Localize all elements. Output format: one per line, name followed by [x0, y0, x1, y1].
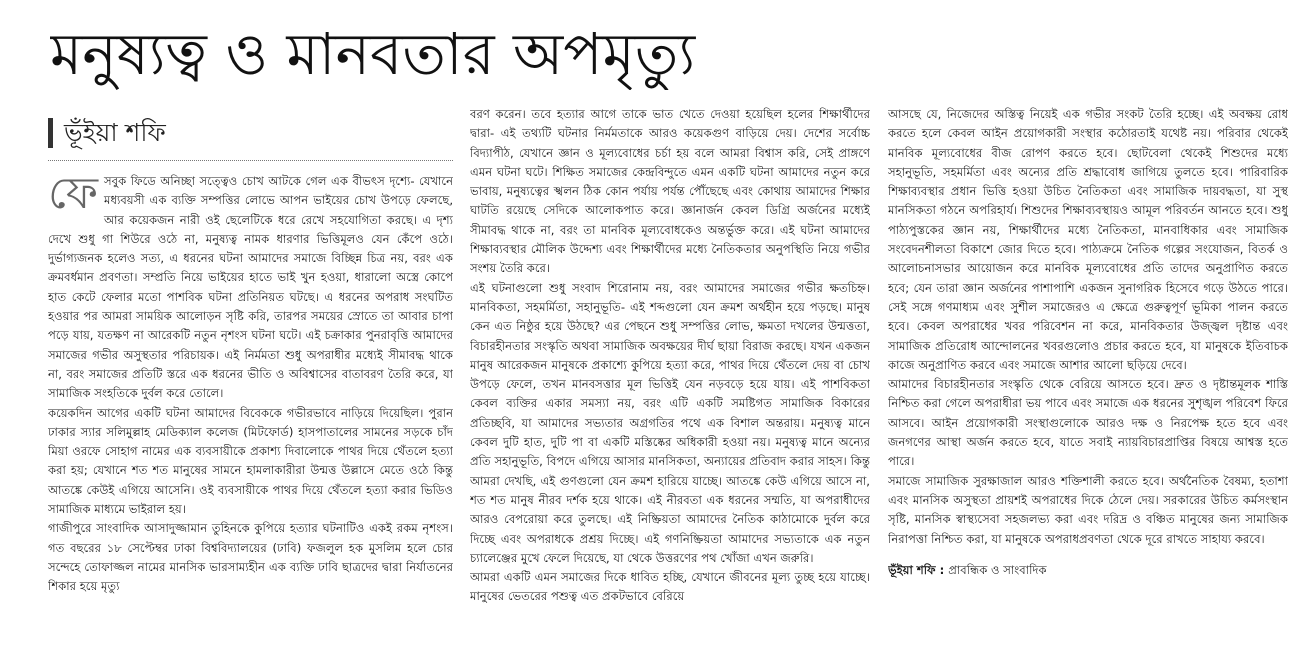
- paragraph: আমাদের বিচারহীনতার সংস্কৃতি থেকে বেরিয়ে আসতে হবে। দ্রুত ও দৃষ্টান্তমূলক শাস্তি নিশ্চিত করা গেলে অপরাধীরা ভয় পাবে এবং সমাজে এক ধরনের সুশৃঙ্খল পরিবেশ ফিরে আসবে। আইন প্রয়োগকারী সংস্থাগুলোকে আরও দক্ষ ও নিরপেক্ষ হতে হবে এবং জনগণের আস্থা অর্জন করতে হবে, যাতে সবাই ন্যায়বিচারপ্রাপ্তির বিষয়ে আশ্বস্ত হতে পারে।: [888, 377, 1288, 469]
- byline-bar: [48, 118, 53, 148]
- column-1: [48, 172, 453, 648]
- paragraph: কয়েকদিন আগের একটি ঘটনা আমাদের বিবেককে গভীরভাবে নাড়িয়ে দিয়েছিল। পুরান ঢাকার স্যার সলিমুল্লাহ মেডিক্যাল কলেজ (মিটফোর্ড) হাসপাতালের সামনের সড়কে চাঁদ মিয়া ওরফে সোহাগ নামের এক ব্যবসায়ীকে প্রকাশ্য দিবালোকে পাথর দিয়ে থেঁতলে হত্যা করা হয়; যেখানে শত শত মানুষের সামনে হামলাকারীরা উন্মত্ত উল্লাসে মেতে ওঠে কিন্তু আতঙ্কে কেউই এগিয়ে আসেনি। ওই ব্যবসায়ীকে পাথর দিয়ে থেঁতলে হত্যা করার ভিডিও সামাজিক মাধ্যমে ভাইরাল হয়।: [48, 405, 453, 517]
- paragraph-text: সবুক ফিডে অনিচ্ছা সত্ত্বেও চোখ আটকে গেল এক বীভৎস দৃশ্যে- যেখানে মধ্যবয়সী এক ব্যক্তি সম্পত্তির লোভে আপন ভাইয়ের চোখ উপড়ে ফেলছে, আর কয়েকজন নারী ওই ছেলেটিকে ধরে রেখে সহযোগিতা করছে। এ দৃশ্য দেখে শুধু গা শিউরে ওঠে না, মনুষ্যত্ব নামক ধারণার ভিত্তিমূলও যেন কেঁপে ওঠে। দুর্ভাগ্যজনক হলেও সত্য, এ ধরনের ঘটনা আমাদের সমাজে বিচ্ছিন্ন চিত্র নয়, বরং এক ক্রমবর্ধমান প্রবণতা। সম্প্রতি নিয়ে ভাইয়ের হাতে ভাই খুন হওয়া, ধারালো অস্ত্রে কোপে হাত কেটে ফেলার মতো পাশবিক ঘটনা প্রতিনিয়ত ঘটছে। এ ধরনের অপরাধ সংঘটিত হওয়ার পর আমরা সাময়িক আলোড়ন সৃষ্টি করি, তারপর সময়ের স্রোতে তা আবার চাপা পড়ে যায়, যতক্ষণ না আরেকটি নতুন নৃশংস ঘটনা ঘটে। এই চক্রাকার পুনরাবৃত্তি আমাদের সমাজের গভীর অসুস্থতার পরিচায়ক। এই নির্মমতা শুধু অপরাধীর মধ্যেই সীমাবদ্ধ থাকে না, বরং সমাজের প্রতিটি স্তরে এক ধরনের ভীতি ও অবিশ্বাসের বাতাবরণ তৈরি করে, যা সামাজিক সংহতিকে দুর্বল করে তোলে।: [48, 174, 453, 401]
- paragraph: বরণ করেন। তবে হত্যার আগে তাকে ভাত খেতে দেওয়া হয়েছিল হলের শিক্ষার্থীদের দ্বারা- এই তথ্যটি ঘটনার নির্মমতাকে আরও কয়েকগুণ বাড়িয়ে দেয়। দেশের সর্বোচ্চ বিদ্যাপীঠ, যেখানে জ্ঞান ও মূল্যবোধের চর্চা হয় বলে আমরা বিশ্বাস করি, সেই প্রাঙ্গণে এমন ঘটনা ঘটে। শিক্ষিত সমাজের কেন্দ্রবিন্দুতে এমন একটি ঘটনা আমাদের নতুন করে ভাবায়, মনুষ্যত্বের স্খলন ঠিক কোন পর্যায় পর্যন্ত পৌঁছেছে এবং কোথায় আমাদের শিক্ষার ঘাটতি রয়েছে সেদিকে আলোকপাত করে। জ্ঞানার্জন কেবল ডিগ্রি অর্জনের মধ্যেই সীমাবদ্ধ থাকে না, বরং তা মানবিক মূল্যবোধকেও অন্তর্ভুক্ত করে। এই ঘটনা আমাদের শিক্ষাব্যবস্থার মৌলিক উদ্দেশ্য এবং শিক্ষার্থীদের মধ্যে নৈতিকতার অনুপস্থিতি নিয়ে গভীর সংশয় তৈরি করে।: [470, 107, 870, 276]
- paragraph: সমাজে সামাজিক সুরক্ষাজাল আরও শক্তিশালী করতে হবে। অর্থনৈতিক বৈষম্য, হতাশা এবং মানসিক অসুস্থতা প্রায়শই অপরাধের দিকে ঠেলে দেয়। সরকারের উচিত কর্মসংস্থান সৃষ্টি, মানসিক স্বাস্থ্যসেবা সহজলভ্য করা এবং দরিদ্র ও বঞ্চিত মানুষের জন্য সামাজিক নিরাপত্তা নিশ্চিত করা, যা মানুষকে অপরাধপ্রবণতা থেকে দূরে রাখতে সাহায্য করবে।: [888, 473, 1288, 546]
- paragraph: আসছে যে, নিজেদের অস্তিত্ব নিয়েই এক গভীর সংকট তৈরি হচ্ছে। এই অবক্ষয় রোধ করতে হলে কেবল আইন প্রয়োগকারী সংস্থার কঠোরতাই যথেষ্ট নয়। পরিবার থেকেই মানবিক মূল্যবোধের বীজ রোপণ করতে হবে। ছোটবেলা থেকেই শিশুদের মধ্যে সহানুভূতি, সহমর্মিতা এবং অন্যের প্রতি শ্রদ্ধাবোধ জাগিয়ে তুলতে হবে। পারিবারিক শিক্ষাব্যবস্থার প্রধান ভিত্তি হওয়া উচিত নৈতিকতা এবং সামাজিক দায়বদ্ধতা, যা সুস্থ মানসিকতা গঠনে অপরিহার্য। শিশুদের শিক্ষাব্যবস্থায়ও আমূল পরিবর্তন আনতে হবে। শুধু পাঠ্যপুস্তকের জ্ঞান নয়, শিক্ষার্থীদের মধ্যে নৈতিকতা, মানবাধিকার এবং সামাজিক সংবেদনশীলতা বিকাশে জোর দিতে হবে। পাঠ্যক্রমে নৈতিক গল্পের সংযোজন, বিতর্ক ও আলোচনাসভার আয়োজন করে মানবিক মূল্যবোধের প্রতি তাদের অনুপ্রাণিত করতে হবে; যেন তারা জ্ঞান অর্জনের পাশাপাশি একজন সুনাগরিক হিসেবে গড়ে উঠতে পারে। সেই সঙ্গে গণমাধ্যম এবং সুশীল সমাজেরও এ ক্ষেত্রে গুরুত্বপূর্ণ ভূমিকা পালন করতে হবে। কেবল অপরাধের খবর পরিবেশন না করে, মানবিকতার উজ্জ্বল দৃষ্টান্ত এবং সামাজিক প্রতিরোধ আন্দোলনের খবরগুলোও প্রচার করতে হবে, যা মানুষকে ইতিবাচক কাজে অনুপ্রাণিত করবে এবং সমাজে আশার আলো ছড়িয়ে দেবে।: [888, 107, 1288, 372]
- signature-role: প্রাবন্ধিক ও সাংবাদিক: [948, 562, 1047, 577]
- byline-divider: [48, 160, 453, 161]
- author-signature: [888, 561, 1288, 580]
- column-2: [470, 105, 870, 650]
- paragraph: গাজীপুরে সাংবাদিক আসাদুজ্জামান তুহিনকে কুপিয়ে হত্যার ঘটনাটিও একই রকম নৃশংস। গত বছরের ১৮ সেপ্টেম্বর ঢাকা বিশ্ববিদ্যালয়ের (ঢাবি) ফজলুল হক মুসলিম হলে চোর সন্দেহে তোফাজ্জল নামের মানসিক ভারসাম্যহীন এক ব্যক্তি ঢাবি ছাত্রদের দ্বারা নির্যাতনের শিকার হয়ে মৃত্যু: [48, 521, 453, 594]
- paragraph: আমরা একটি এমন সমাজের দিকে ধাবিত হচ্ছি, যেখানে জীবনের মূল্য তুচ্ছ হয়ে যাচ্ছে। মানুষের ভেতরের পশুত্ব এত প্রকটভাবে বেরিয়ে: [470, 570, 870, 604]
- paragraph: [48, 172, 453, 404]
- byline: [48, 114, 453, 152]
- signature-name: ভূঁইয়া শফি :: [888, 562, 945, 577]
- dropcap: ফে: [48, 172, 99, 219]
- author-name: ভূঁইয়া শফি: [64, 118, 166, 147]
- paragraph: এই ঘটনাগুলো শুধু সংবাদ শিরোনাম নয়, বরং আমাদের সমাজের গভীর ক্ষতচিহ্ন। মানবিকতা, সহমর্মিতা, সহানুভূতি- এই শব্দগুলো যেন ক্রমশ অর্থহীন হয়ে পড়ছে। মানুষ কেন এত নিষ্ঠুর হয়ে উঠছে? এর পেছনে শুধু সম্পত্তির লোভ, ক্ষমতা দখলের উন্মত্ততা, বিচারহীনতার সংস্কৃতি অথবা সামাজিক অবক্ষয়ের দীর্ঘ ছায়া বিরাজ করছে। যখন একজন মানুষ আরেকজন মানুষকে প্রকাশ্যে কুপিয়ে হত্যা করে, পাথর দিয়ে থেঁতলে দেয় বা চোখ উপড়ে ফেলে, তখন মানবসত্তার মূল ভিত্তিই যেন নড়বড়ে হয়ে যায়। এই পাশবিকতা কেবল ব্যক্তির একার সমস্যা নয়, বরং এটি একটি সমষ্টিগত সামাজিক বিকারের প্রতিচ্ছবি, যা আমাদের সভ্যতার অগ্রগতির পথে এক বিশাল অন্তরায়। মনুষ্যত্ব মানে কেবল দুটি হাত, দুটি পা বা একটি মস্তিষ্কের অধিকারী হওয়া নয়। মনুষ্যত্ব মানে অন্যের প্রতি সহানুভূতি, বিপদে এগিয়ে আসার মানসিকতা, অন্যায়ের প্রতিবাদ করার সাহস। কিন্তু আমরা দেখছি, এই গুণগুলো যেন ক্রমশ হারিয়ে যাচ্ছে। আতঙ্কে কেউ এগিয়ে আসে না, শত শত মানুষ নীরব দর্শক হয়ে থাকে। এই নীরবতা এক ধরনের সম্মতি, যা অপরাধীদের আরও বেপরোয়া করে তুলছে। এই নিষ্ক্রিয়তা আমাদের নৈতিক কাঠামোকে দুর্বল করে দিচ্ছে এবং অপরাধকে প্রশ্রয় দিচ্ছে। এই গণনিষ্ক্রিয়তা আমাদের সভ্যতাকে এক নতুন চ্যালেঞ্জের মুখে ফেলে দিয়েছে, যা থেকে উত্তরণের পথ খোঁজা এখন জরুরি।: [470, 280, 870, 565]
- article-headline: মনুষ্যত্ব ও মানবতার অপমৃত্যু: [50, 20, 696, 88]
- column-3: [888, 105, 1288, 650]
